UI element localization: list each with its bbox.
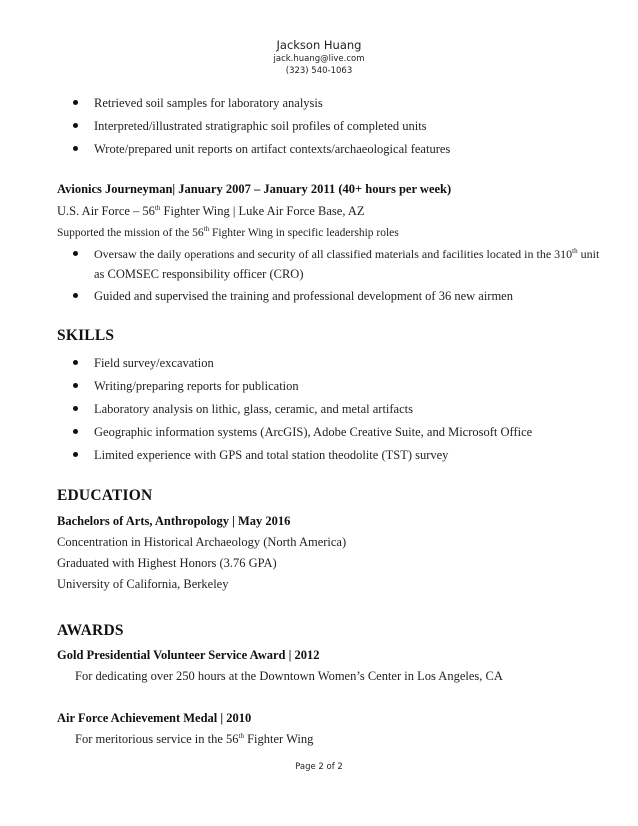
page-number: Page 2 of 2	[295, 762, 343, 772]
email-address[interactable]: jack.huang@live.com	[273, 54, 365, 64]
bullet-icon	[73, 383, 78, 388]
job-title: Avionics Journeyman| January 2007 – January 2011 (40+ hours per week)	[57, 182, 452, 196]
phone-number: (323) 540-1063	[285, 66, 353, 76]
bullet-icon	[73, 452, 78, 457]
resume-header	[0, 38, 638, 77]
award-description: For meritorious service in the 56th Fighter Wing	[75, 731, 314, 746]
list-item-text: Field survey/excavation	[94, 356, 214, 370]
award-description: For dedicating over 250 hours at the Downtown Women’s Center in Los Angeles, CA	[75, 669, 503, 683]
list-item-text: Interpreted/illustrated stratigraphic soil profiles of completed units	[94, 119, 427, 133]
list-item-text: Writing/preparing reports for publication	[94, 379, 299, 393]
bullet-icon	[73, 406, 78, 411]
bullet-icon	[73, 429, 78, 434]
section-heading-skills: SKILLS	[57, 327, 115, 344]
degree-honors: Graduated with Highest Honors (3.76 GPA)	[57, 556, 277, 570]
list-item-continuation: as COMSEC responsibility officer (CRO)	[94, 267, 304, 281]
candidate-name: Jackson Huang	[276, 38, 362, 52]
bullet-icon	[73, 251, 78, 256]
award-title: Gold Presidential Volunteer Service Award | 2012	[57, 648, 320, 662]
degree-title: Bachelors of Arts, Anthropology | May 2016	[57, 514, 291, 528]
list-item-text: Retrieved soil samples for laboratory analysis	[94, 96, 323, 110]
degree-concentration: Concentration in Historical Archaeology (North America)	[57, 535, 347, 549]
list-item-text: Laboratory analysis on lithic, glass, ceramic, and metal artifacts	[94, 402, 413, 416]
list-item-text: Guided and supervised the training and professional development of 36 new airmen	[94, 289, 513, 303]
bullet-icon	[73, 100, 78, 105]
school-name: University of California, Berkeley	[57, 577, 229, 591]
section-heading-awards: AWARDS	[57, 622, 124, 639]
list-item-text: Geographic information systems (ArcGIS), Adobe Creative Suite, and Microsoft Office	[94, 425, 533, 439]
bullet-icon	[73, 123, 78, 128]
list-item-text: Wrote/prepared unit reports on artifact contexts/archaeological features	[94, 142, 451, 156]
list-item-text: Limited experience with GPS and total station theodolite (TST) survey	[94, 448, 449, 462]
section-heading-education: EDUCATION	[57, 487, 153, 504]
award-title: Air Force Achievement Medal | 2010	[57, 711, 252, 725]
bullet-icon	[73, 146, 78, 151]
job-summary: Supported the mission of the 56th Fighter Wing in specific leadership roles	[57, 225, 399, 239]
bullet-icon	[73, 293, 78, 298]
bullet-icon	[73, 360, 78, 365]
list-item-text: Oversaw the daily operations and security of all classified materials and facilities located in the 310th unit	[94, 247, 600, 261]
job-organization: U.S. Air Force – 56th Fighter Wing | Luke Air Force Base, AZ	[57, 203, 365, 218]
